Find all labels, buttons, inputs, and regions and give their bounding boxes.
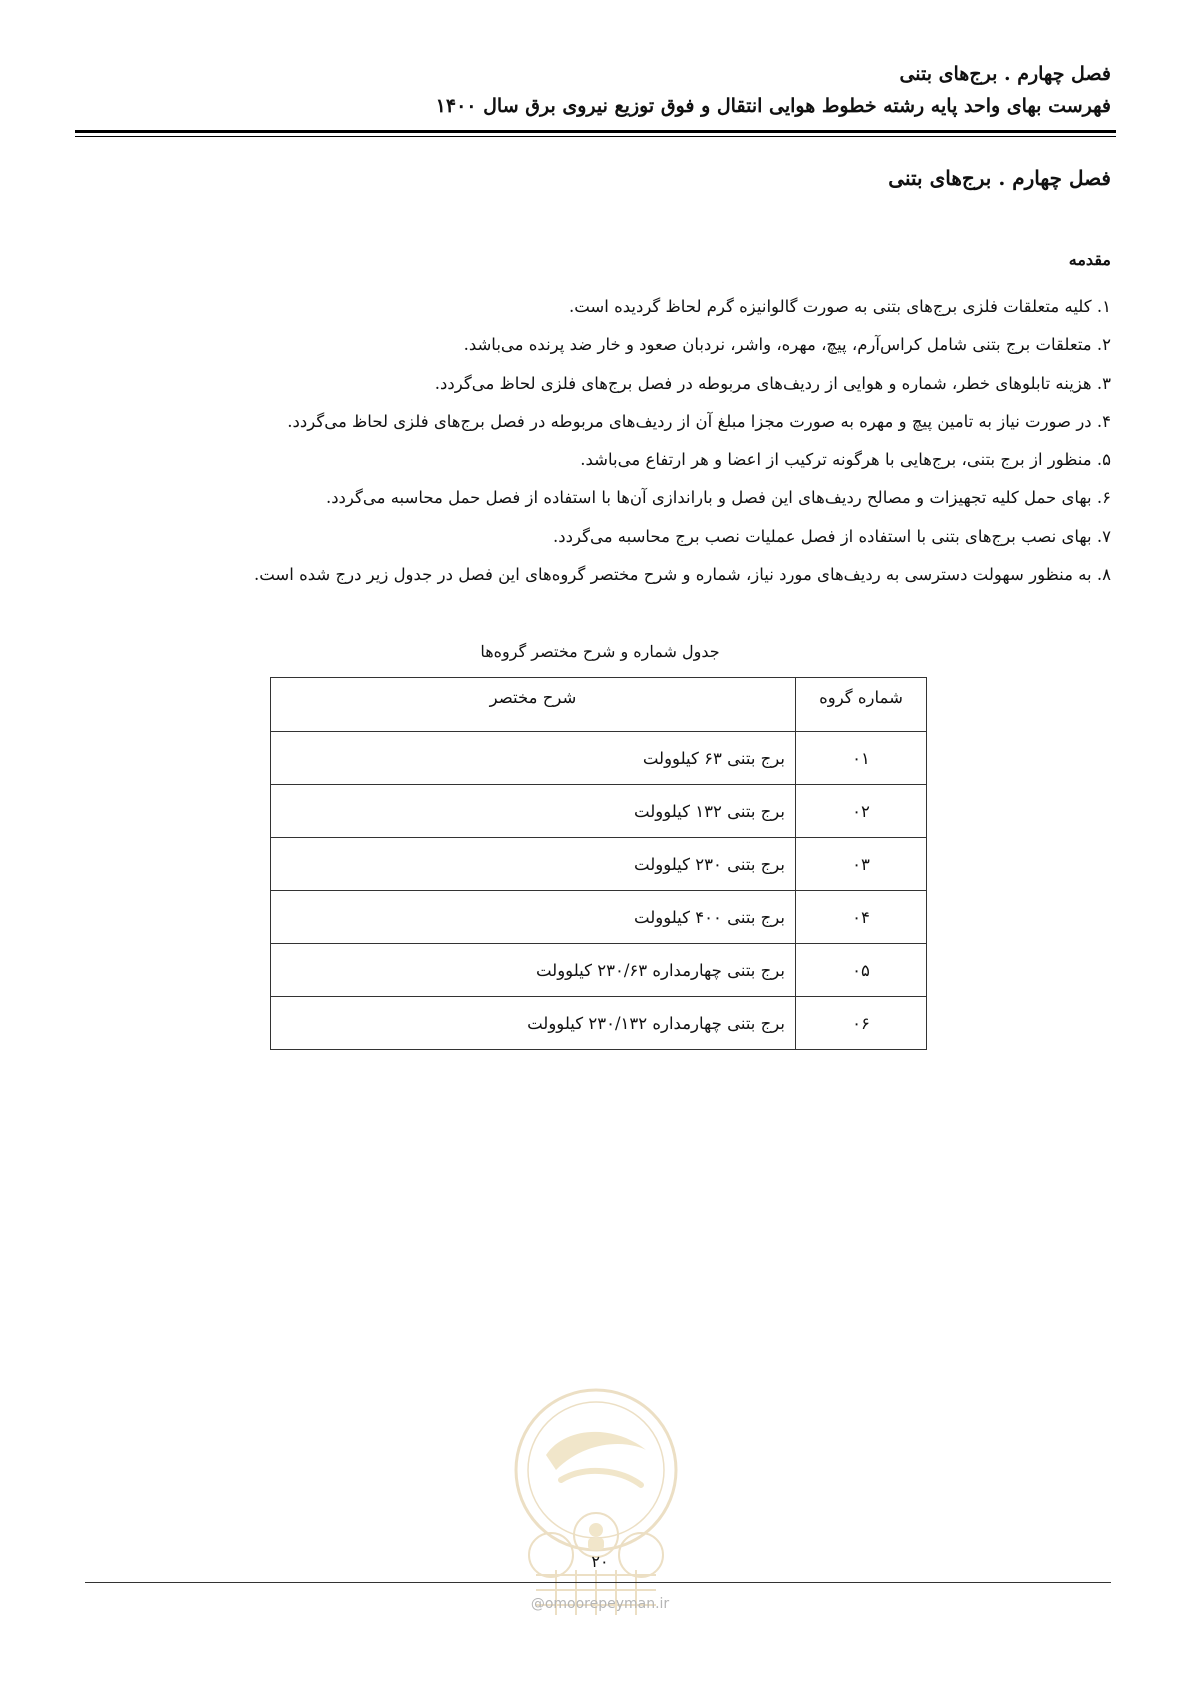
header-description: شرح مختصر <box>271 678 796 732</box>
watermark-seal-icon <box>506 1385 686 1625</box>
table-row <box>271 891 927 944</box>
group-number-cell: ۰۶ <box>796 997 927 1050</box>
footer-divider <box>85 1582 1111 1583</box>
group-description-cell: برج بتنی چهارمداره ۲۳۰/۶۳ کیلوولت <box>271 944 796 997</box>
intro-item: ۸. به منظور سهولت دسترسی به ردیف‌های مورد نیاز، شماره و شرح مختصر گروه‌های این فصل در جدول زیر درج شده است. <box>253 565 1111 585</box>
group-description-cell: برج بتنی ۱۳۲ کیلوولت <box>271 785 796 838</box>
header-divider-thick <box>75 130 1116 133</box>
group-description-cell: برج بتنی ۶۳ کیلوولت <box>271 732 796 785</box>
footer-site-watermark: @omoorepeyman.ir <box>530 1596 670 1612</box>
intro-item: ۶. بهای حمل کلیه تجهیزات و مصالح ردیف‌های این فصل و باراندازی آن‌ها با استفاده از فصل حمل محاسبه می‌گردد. <box>325 488 1111 508</box>
intro-item: ۷. بهای نصب برج‌های بتنی با استفاده از فصل عملیات نصب برج محاسبه می‌گردد. <box>553 526 1111 546</box>
header-chapter-line: فصل چهارم . برج‌های بتنی <box>899 63 1111 85</box>
table-header-row <box>271 678 927 732</box>
intro-item: ۴. در صورت نیاز به تامین پیچ و مهره به صورت مجزا مبلغ آن از ردیف‌های مربوطه در فصل برج‌های فلزی لحاظ می‌گردد. <box>287 411 1111 431</box>
header-document-title: فهرست بهای واحد پایه رشته خطوط هوایی انتقال و فوق توزیع نیروی برق سال ۱۴۰۰ <box>435 95 1111 117</box>
group-description-cell: برج بتنی ۴۰۰ کیلوولت <box>271 891 796 944</box>
chapter-title: فصل چهارم . برج‌های بتنی <box>888 166 1111 190</box>
page-header <box>75 58 1111 122</box>
group-number-cell: ۰۴ <box>796 891 927 944</box>
table-row <box>271 997 927 1050</box>
group-number-cell: ۰۲ <box>796 785 927 838</box>
intro-item: ۲. متعلقات برج بتنی شامل کراس‌آرم، پیچ، مهره، واشر، نردبان صعود و خار ضد پرنده می‌باشد. <box>463 335 1111 355</box>
intro-list <box>120 288 1111 594</box>
table-row <box>271 785 927 838</box>
page-number: ۲۰ <box>591 1552 609 1571</box>
group-number-cell: ۰۵ <box>796 944 927 997</box>
header-group-number: شماره گروه <box>796 678 927 732</box>
intro-item: ۳. هزینه تابلوهای خطر، شماره و هوایی از ردیف‌های مربوطه در فصل برج‌های فلزی لحاظ می‌گردد. <box>434 373 1111 393</box>
header-divider-thin <box>75 136 1116 137</box>
table-row <box>271 944 927 997</box>
intro-item: ۱. کلیه متعلقات فلزی برج‌های بتنی به صورت گالوانیزه گرم لحاظ گردیده است. <box>568 297 1111 316</box>
table-row <box>271 838 927 891</box>
groups-table <box>270 677 927 1050</box>
intro-item: ۵. منظور از برج بتنی، برج‌هایی با هرگونه ترکیب از اعضا و هر ارتفاع می‌باشد. <box>580 450 1111 470</box>
table-row <box>271 732 927 785</box>
table-caption: جدول شماره و شرح مختصر گروه‌ها <box>480 642 720 661</box>
group-description-cell: برج بتنی چهارمداره ۲۳۰/۱۳۲ کیلوولت <box>271 997 796 1050</box>
group-number-cell: ۰۳ <box>796 838 927 891</box>
group-description-cell: برج بتنی ۲۳۰ کیلوولت <box>271 838 796 891</box>
group-number-cell: ۰۱ <box>796 732 927 785</box>
intro-heading: مقدمه <box>1068 250 1111 269</box>
